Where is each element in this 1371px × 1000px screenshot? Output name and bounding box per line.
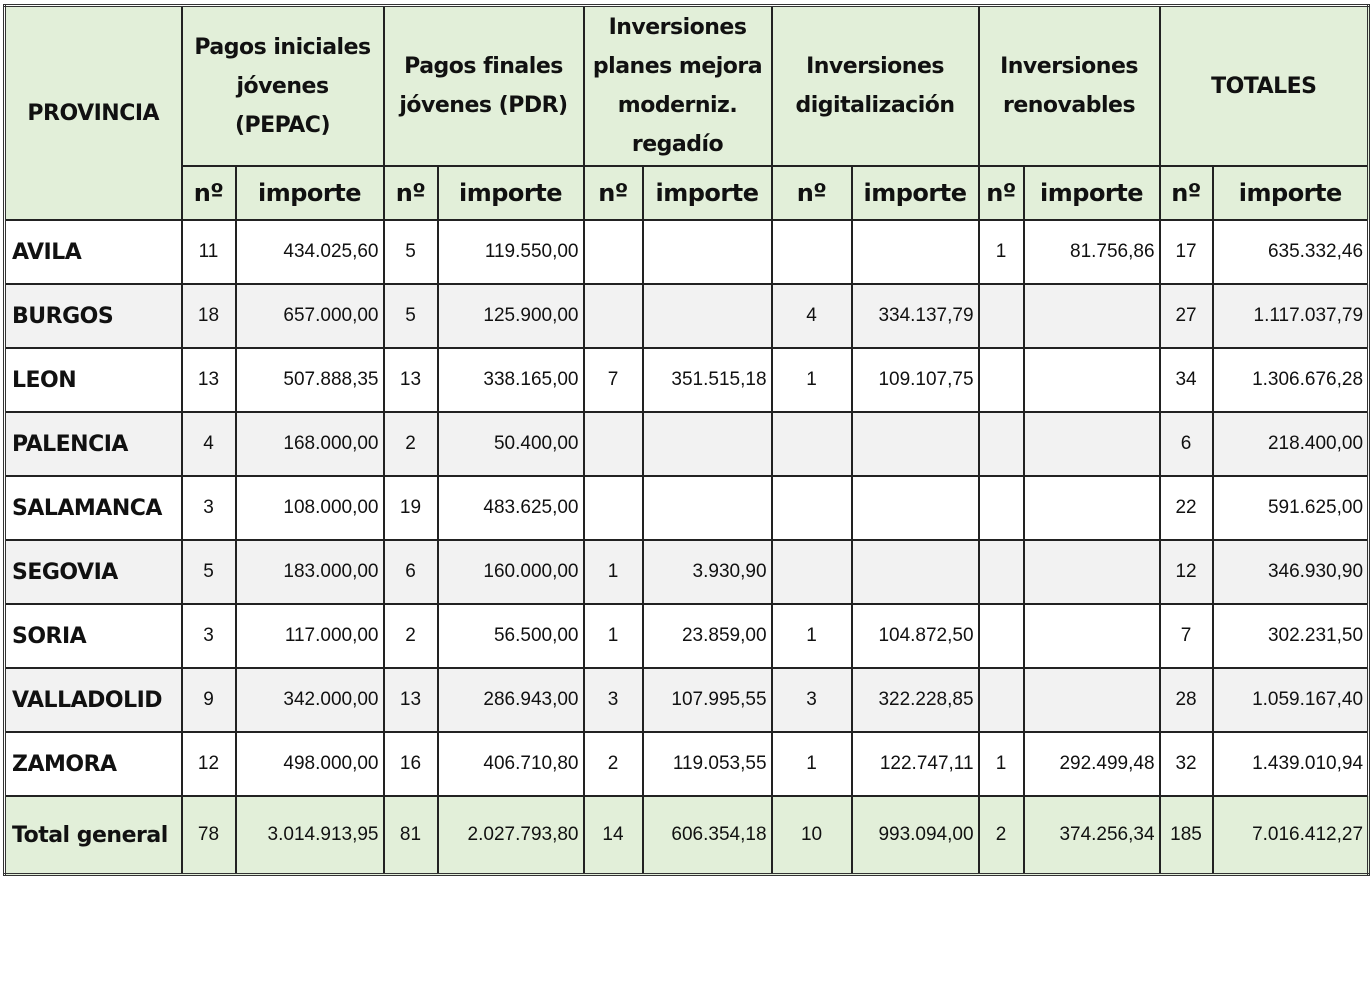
amount-cell: 107.995,55: [643, 668, 772, 732]
count-cell: 13: [384, 348, 438, 412]
amount-cell: 635.332,46: [1213, 220, 1369, 284]
amount-cell: [852, 412, 979, 476]
provincia-cell: SALAMANCA: [5, 476, 182, 540]
count-cell: 4: [772, 284, 852, 348]
count-cell: [772, 220, 852, 284]
count-cell: 11: [182, 220, 236, 284]
provincia-cell: LEON: [5, 348, 182, 412]
amount-cell: 657.000,00: [236, 284, 384, 348]
amount-cell: 23.859,00: [643, 604, 772, 668]
provincia-cell: BURGOS: [5, 284, 182, 348]
amount-cell: 434.025,60: [236, 220, 384, 284]
provincia-cell: SORIA: [5, 604, 182, 668]
amount-cell: 591.625,00: [1213, 476, 1369, 540]
count-cell: [979, 284, 1024, 348]
count-cell: 19: [384, 476, 438, 540]
count-cell: 1: [979, 220, 1024, 284]
amount-cell: 292.499,48: [1024, 732, 1160, 796]
count-cell: 27: [1160, 284, 1213, 348]
header-n: nº: [182, 166, 236, 220]
table-body: [5, 220, 1369, 875]
provincia-cell: VALLADOLID: [5, 668, 182, 732]
count-cell: 12: [182, 732, 236, 796]
amount-cell: 7.016.412,27: [1213, 796, 1369, 875]
amount-cell: 81.756,86: [1024, 220, 1160, 284]
table-row: [5, 732, 1369, 796]
amount-cell: 117.000,00: [236, 604, 384, 668]
amount-cell: 122.747,11: [852, 732, 979, 796]
count-cell: [584, 412, 643, 476]
count-cell: [584, 220, 643, 284]
count-cell: [979, 476, 1024, 540]
count-cell: 3: [182, 476, 236, 540]
count-cell: 7: [1160, 604, 1213, 668]
count-cell: 1: [584, 540, 643, 604]
amount-cell: 2.027.793,80: [438, 796, 584, 875]
amount-cell: 3.014.913,95: [236, 796, 384, 875]
count-cell: 13: [182, 348, 236, 412]
amount-cell: [1024, 668, 1160, 732]
amount-cell: 351.515,18: [643, 348, 772, 412]
count-cell: 81: [384, 796, 438, 875]
count-cell: 3: [182, 604, 236, 668]
count-cell: 3: [584, 668, 643, 732]
count-cell: 22: [1160, 476, 1213, 540]
count-cell: 17: [1160, 220, 1213, 284]
amount-cell: 3.930,90: [643, 540, 772, 604]
amount-cell: 125.900,00: [438, 284, 584, 348]
count-cell: 5: [384, 220, 438, 284]
count-cell: 5: [182, 540, 236, 604]
amount-cell: 1.439.010,94: [1213, 732, 1369, 796]
amount-cell: [852, 476, 979, 540]
header-importe: importe: [236, 166, 384, 220]
header-importe: importe: [1213, 166, 1369, 220]
header-importe: importe: [643, 166, 772, 220]
amount-cell: 50.400,00: [438, 412, 584, 476]
amount-cell: [643, 412, 772, 476]
amount-cell: 346.930,90: [1213, 540, 1369, 604]
header-provincia: PROVINCIA: [5, 6, 182, 221]
count-cell: 1: [772, 604, 852, 668]
amount-cell: [1024, 412, 1160, 476]
count-cell: [979, 348, 1024, 412]
header-group-renovables: Inversiones renovables: [979, 6, 1160, 167]
amount-cell: 1.117.037,79: [1213, 284, 1369, 348]
count-cell: 2: [384, 412, 438, 476]
header-group-digitalizacion: Inversiones digitalización: [772, 6, 979, 167]
amount-cell: 483.625,00: [438, 476, 584, 540]
amount-cell: 406.710,80: [438, 732, 584, 796]
count-cell: 10: [772, 796, 852, 875]
table-row: [5, 220, 1369, 284]
amount-cell: [1024, 476, 1160, 540]
count-cell: 14: [584, 796, 643, 875]
count-cell: 12: [1160, 540, 1213, 604]
amount-cell: 119.550,00: [438, 220, 584, 284]
count-cell: 78: [182, 796, 236, 875]
amount-cell: 286.943,00: [438, 668, 584, 732]
count-cell: [979, 412, 1024, 476]
count-cell: 3: [772, 668, 852, 732]
table-row: [5, 604, 1369, 668]
amount-cell: 104.872,50: [852, 604, 979, 668]
amount-cell: [852, 540, 979, 604]
amount-cell: 1.059.167,40: [1213, 668, 1369, 732]
amount-cell: [643, 476, 772, 540]
amount-cell: 342.000,00: [236, 668, 384, 732]
provincia-cell: ZAMORA: [5, 732, 182, 796]
count-cell: 32: [1160, 732, 1213, 796]
count-cell: [772, 540, 852, 604]
count-cell: [584, 284, 643, 348]
payments-table: [3, 4, 1370, 876]
amount-cell: [1024, 604, 1160, 668]
table-row: [5, 668, 1369, 732]
header-n: nº: [772, 166, 852, 220]
header-n: nº: [584, 166, 643, 220]
count-cell: [772, 476, 852, 540]
amount-cell: 119.053,55: [643, 732, 772, 796]
table-row: [5, 412, 1369, 476]
count-cell: 34: [1160, 348, 1213, 412]
header-n: nº: [1160, 166, 1213, 220]
header-n: nº: [979, 166, 1024, 220]
amount-cell: 606.354,18: [643, 796, 772, 875]
table-row: [5, 348, 1369, 412]
amount-cell: 183.000,00: [236, 540, 384, 604]
count-cell: 18: [182, 284, 236, 348]
amount-cell: 338.165,00: [438, 348, 584, 412]
header-group-pdr: Pagos finales jóvenes (PDR): [384, 6, 584, 167]
count-cell: [979, 668, 1024, 732]
amount-cell: 160.000,00: [438, 540, 584, 604]
amount-cell: [1024, 540, 1160, 604]
amount-cell: 498.000,00: [236, 732, 384, 796]
count-cell: [584, 476, 643, 540]
total-row: [5, 796, 1369, 875]
header-importe: importe: [438, 166, 584, 220]
provincia-cell: PALENCIA: [5, 412, 182, 476]
header-group-totales: TOTALES: [1160, 6, 1369, 167]
count-cell: 13: [384, 668, 438, 732]
amount-cell: 168.000,00: [236, 412, 384, 476]
amount-cell: 334.137,79: [852, 284, 979, 348]
amount-cell: [852, 220, 979, 284]
amount-cell: 56.500,00: [438, 604, 584, 668]
header-importe: importe: [1024, 166, 1160, 220]
amount-cell: 109.107,75: [852, 348, 979, 412]
amount-cell: 302.231,50: [1213, 604, 1369, 668]
table-row: [5, 540, 1369, 604]
count-cell: 6: [384, 540, 438, 604]
count-cell: 1: [772, 348, 852, 412]
amount-cell: 218.400,00: [1213, 412, 1369, 476]
count-cell: 1: [979, 732, 1024, 796]
amount-cell: 374.256,34: [1024, 796, 1160, 875]
count-cell: 2: [584, 732, 643, 796]
provincia-cell: Total general: [5, 796, 182, 875]
header-row-sub: [5, 166, 1369, 220]
count-cell: 9: [182, 668, 236, 732]
table-row: [5, 476, 1369, 540]
count-cell: 2: [979, 796, 1024, 875]
count-cell: 16: [384, 732, 438, 796]
provincia-cell: SEGOVIA: [5, 540, 182, 604]
count-cell: [979, 604, 1024, 668]
count-cell: [979, 540, 1024, 604]
count-cell: 2: [384, 604, 438, 668]
header-importe: importe: [852, 166, 979, 220]
count-cell: 1: [584, 604, 643, 668]
header-group-regadio: Inversiones planes mejora moderniz. regadío: [584, 6, 772, 167]
header-group-pepac: Pagos iniciales jóvenes (PEPAC): [182, 6, 384, 167]
header-n: nº: [384, 166, 438, 220]
table-row: [5, 284, 1369, 348]
amount-cell: 993.094,00: [852, 796, 979, 875]
count-cell: 28: [1160, 668, 1213, 732]
count-cell: 7: [584, 348, 643, 412]
count-cell: 1: [772, 732, 852, 796]
amount-cell: 507.888,35: [236, 348, 384, 412]
amount-cell: 108.000,00: [236, 476, 384, 540]
amount-cell: [1024, 284, 1160, 348]
provincia-cell: AVILA: [5, 220, 182, 284]
amount-cell: [643, 220, 772, 284]
count-cell: 4: [182, 412, 236, 476]
count-cell: 6: [1160, 412, 1213, 476]
amount-cell: 322.228,85: [852, 668, 979, 732]
header-row-groups: [5, 6, 1369, 167]
amount-cell: [643, 284, 772, 348]
amount-cell: 1.306.676,28: [1213, 348, 1369, 412]
amount-cell: [1024, 348, 1160, 412]
count-cell: [772, 412, 852, 476]
count-cell: 5: [384, 284, 438, 348]
count-cell: 185: [1160, 796, 1213, 875]
